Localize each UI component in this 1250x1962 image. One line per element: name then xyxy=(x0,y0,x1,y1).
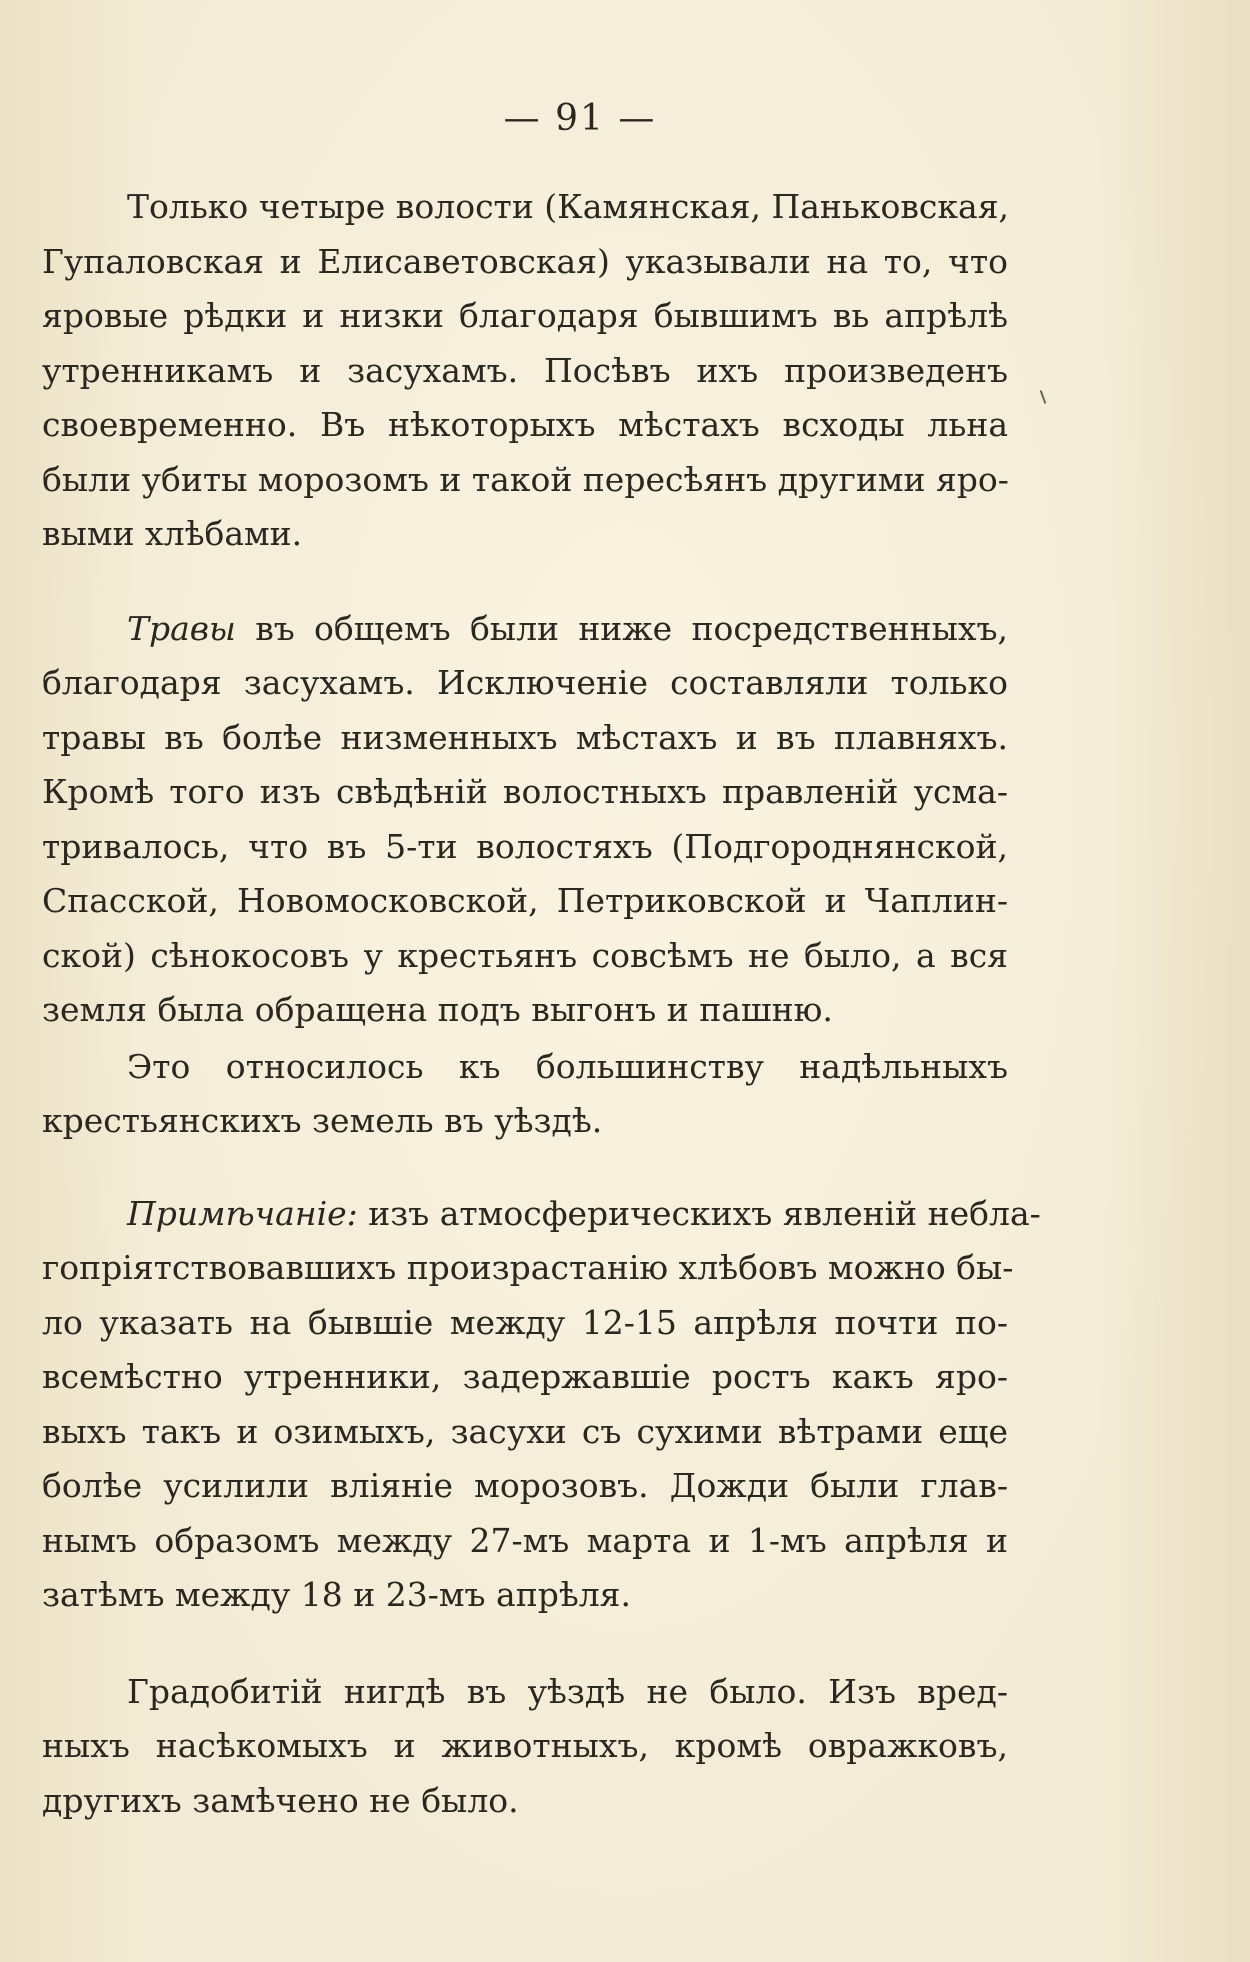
text-line xyxy=(42,1187,1041,1242)
paragraph-hail-pests xyxy=(42,1665,1008,1829)
italic-lead-word: Примѣчанiе: xyxy=(127,1193,358,1233)
text-line: выми хлѣбами. xyxy=(42,514,303,553)
paragraph-majority xyxy=(42,1040,1008,1149)
text-line xyxy=(42,602,1008,657)
page-number: — 91 — xyxy=(503,98,657,139)
text-line: Кромѣ того изъ свѣдѣнiй волостныхъ правленiй усма- xyxy=(42,772,1008,811)
text-line: яровые рѣдки и низки благодаря бывшимъ вь апрѣлѣ xyxy=(42,296,1008,335)
paragraph-spring-crops xyxy=(42,180,1008,562)
scan-mark xyxy=(1040,390,1047,404)
text-line: Гупаловская и Елисаветовская) указывали на то, что xyxy=(42,241,1008,281)
text-line: нымъ образомъ между 27-мъ марта и 1-мъ апрѣля и xyxy=(42,1520,1008,1560)
text-line: болѣе усилили влiянiе морозовъ. Дожди были глав- xyxy=(42,1466,1008,1505)
text-line: Градобитiй нигдѣ въ уѣздѣ не было. Изъ вред- xyxy=(127,1671,1008,1711)
text-line: утренникамъ и засухамъ. Посѣвъ ихъ произведенъ xyxy=(42,350,1008,390)
text-fragment: изъ атмосферическихъ явленiй небла- xyxy=(357,1193,1041,1233)
text-line: затѣмъ между 18 и 23-мъ апрѣля. xyxy=(42,1575,631,1614)
text-line: крестьянскихъ земель въ уѣздѣ. xyxy=(42,1101,603,1140)
text-line: тривалось, что въ 5-ти волостяхъ (Подгороднянской, xyxy=(42,826,1008,866)
text-line: благодаря засухамъ. Исключенiе составляли только xyxy=(42,663,1008,702)
text-line: травы въ болѣе низменныхъ мѣстахъ и въ плавняхъ. xyxy=(42,717,1008,757)
text-line: другихъ замѣчено не было. xyxy=(42,1780,519,1820)
paragraph-grasses xyxy=(42,602,1008,1038)
text-line: Только четыре волости (Камянская, Паньковская, xyxy=(127,187,1010,226)
text-line: Спасской, Новомосковской, Петриковской и Чаплин- xyxy=(42,881,1008,920)
text-line: ской) сѣнокосовъ у крестьянъ совсѣмъ не было, а вся xyxy=(42,935,1008,975)
text-line: земля была обращена подъ выгонъ и пашню. xyxy=(42,990,833,1029)
text-line: Это относилось къ большинству надѣльныхъ xyxy=(127,1046,1008,1086)
text-line: выхъ такъ и озимыхъ, засухи съ сухими вѣтрами еще xyxy=(42,1411,1008,1451)
paragraph-note xyxy=(42,1187,1041,1623)
text-line: всемѣстно утренники, задержавшiе ростъ какъ яро- xyxy=(42,1357,1008,1396)
text-line: ныхъ насѣкомыхъ и животныхъ, кромѣ овражковъ, xyxy=(42,1726,1008,1765)
text-line: ло указать на бывшiе между 12-15 апрѣля почти по- xyxy=(42,1302,1008,1342)
text-line: своевременно. Въ нѣкоторыхъ мѣстахъ всходы льна xyxy=(42,405,1008,444)
body-text xyxy=(42,180,1041,1828)
text-line: гопрiятствовавшихъ произрастанiю хлѣбовъ можно бы- xyxy=(42,1248,1014,1287)
text-fragment: въ общемъ были ниже посредственныхъ, xyxy=(235,608,1008,648)
text-line: были убиты морозомъ и такой пересѣянъ другими яро- xyxy=(42,459,1009,499)
italic-lead-word: Травы xyxy=(127,608,236,648)
